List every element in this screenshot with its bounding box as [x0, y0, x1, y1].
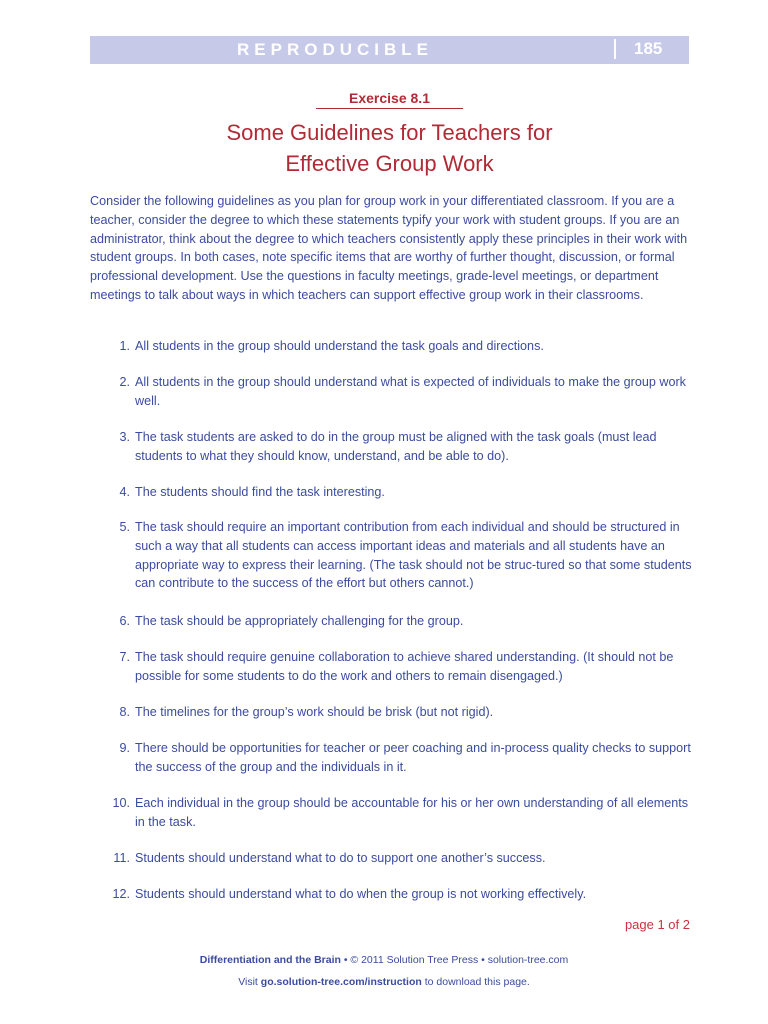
header-page-number: 185 — [634, 39, 663, 58]
list-item — [100, 428, 692, 466]
footer-book-title: Differentiation and the Brain — [199, 954, 341, 966]
list-item — [100, 794, 692, 832]
header-label: REPRODUCIBLE — [236, 40, 433, 59]
list-item-text: The task should be appropriately challenging for the group. — [135, 614, 464, 628]
list-item-number: 7. — [119, 650, 130, 664]
footer-visit-prefix: Visit — [238, 976, 261, 988]
title-line-2: Effective Group Work — [285, 151, 494, 176]
list-item-number: 6. — [119, 614, 130, 628]
footer-copyright: • © 2011 Solution Tree Press • solution-tree.com — [340, 954, 569, 966]
list-item-text: There should be opportunities for teacher or peer coaching and in-process quality checks to support the success of the group and the individuals in it. — [135, 741, 691, 774]
list-item-text: The timelines for the group’s work should be brisk (but not rigid). — [135, 705, 494, 719]
list-item-number: 3. — [119, 430, 130, 444]
list-item — [100, 703, 692, 722]
list-item-text: Students should understand what to do to support one another’s success. — [135, 851, 546, 865]
list-item-number: 9. — [119, 741, 130, 755]
list-item — [100, 849, 692, 868]
list-item — [100, 483, 692, 502]
title-line-1: Some Guidelines for Teachers for — [226, 120, 553, 145]
list-item-number: 1. — [119, 339, 130, 353]
list-item-number: 12. — [112, 887, 130, 901]
page-title — [90, 117, 689, 179]
list-item-number: 10. — [112, 796, 130, 810]
list-item — [100, 739, 692, 777]
list-item — [100, 885, 692, 904]
intro-paragraph: Consider the following guidelines as you plan for group work in your differentiated classroom. If you are a teacher, consider the degree to which these statements typify your work with student groups. If you are an administrator, think about the degree to which teachers consistently apply these principles in their work with student groups. In both cases, note specific items that are worthy of further thought, discussion, or formal professional development. Use the questions in faculty meetings, grade-level meetings, or department meetings to talk about ways in which teachers can support effective group work in their classrooms. — [90, 194, 688, 302]
header-bar — [90, 36, 689, 64]
list-item-number: 5. — [119, 520, 130, 534]
list-item-number: 4. — [119, 485, 130, 499]
list-item-text: The students should find the task interesting. — [135, 485, 385, 499]
list-item-number: 8. — [119, 705, 130, 719]
list-item-text: The task students are asked to do in the group must be aligned with the task goals (must lead students to what they should know, understand, and be able to do). — [135, 430, 657, 463]
footer-credit — [0, 954, 768, 966]
exercise-label: Exercise 8.1 — [316, 90, 463, 109]
list-item — [100, 373, 692, 411]
list-item-number: 11. — [113, 851, 130, 865]
footer-visit-suffix: to download this page. — [421, 976, 530, 988]
footer-download — [0, 976, 768, 988]
list-item-number: 2. — [119, 375, 130, 389]
list-item — [100, 648, 692, 686]
list-item-text: All students in the group should understand what is expected of individuals to make the group work well. — [135, 375, 686, 408]
header-separator — [614, 39, 616, 59]
list-item-text: All students in the group should understand the task goals and directions. — [135, 339, 544, 353]
footer-download-link[interactable]: go.solution-tree.com/instruction — [260, 976, 422, 988]
list-item — [100, 337, 692, 356]
page-count: page 1 of 2 — [624, 917, 690, 932]
list-item-text: Students should understand what to do when the group is not working effectively. — [135, 887, 587, 901]
list-item — [100, 612, 692, 631]
list-item-text: Each individual in the group should be accountable for his or her own understanding of all elements in the task. — [135, 796, 689, 829]
list-item-text: The task should require genuine collaboration to achieve shared understanding. (It should not be possible for some students to do the work and others to remain disengaged.) — [135, 650, 674, 683]
list-item-text: The task should require an important contribution from each individual and should be structured in such a way that all students can access important ideas and materials and all students have an appropriate way to express their learning. (The task should not be struc-tured so that some students can contribute to the success of the effort but others cannot.) — [135, 520, 692, 591]
list-item — [100, 518, 692, 593]
